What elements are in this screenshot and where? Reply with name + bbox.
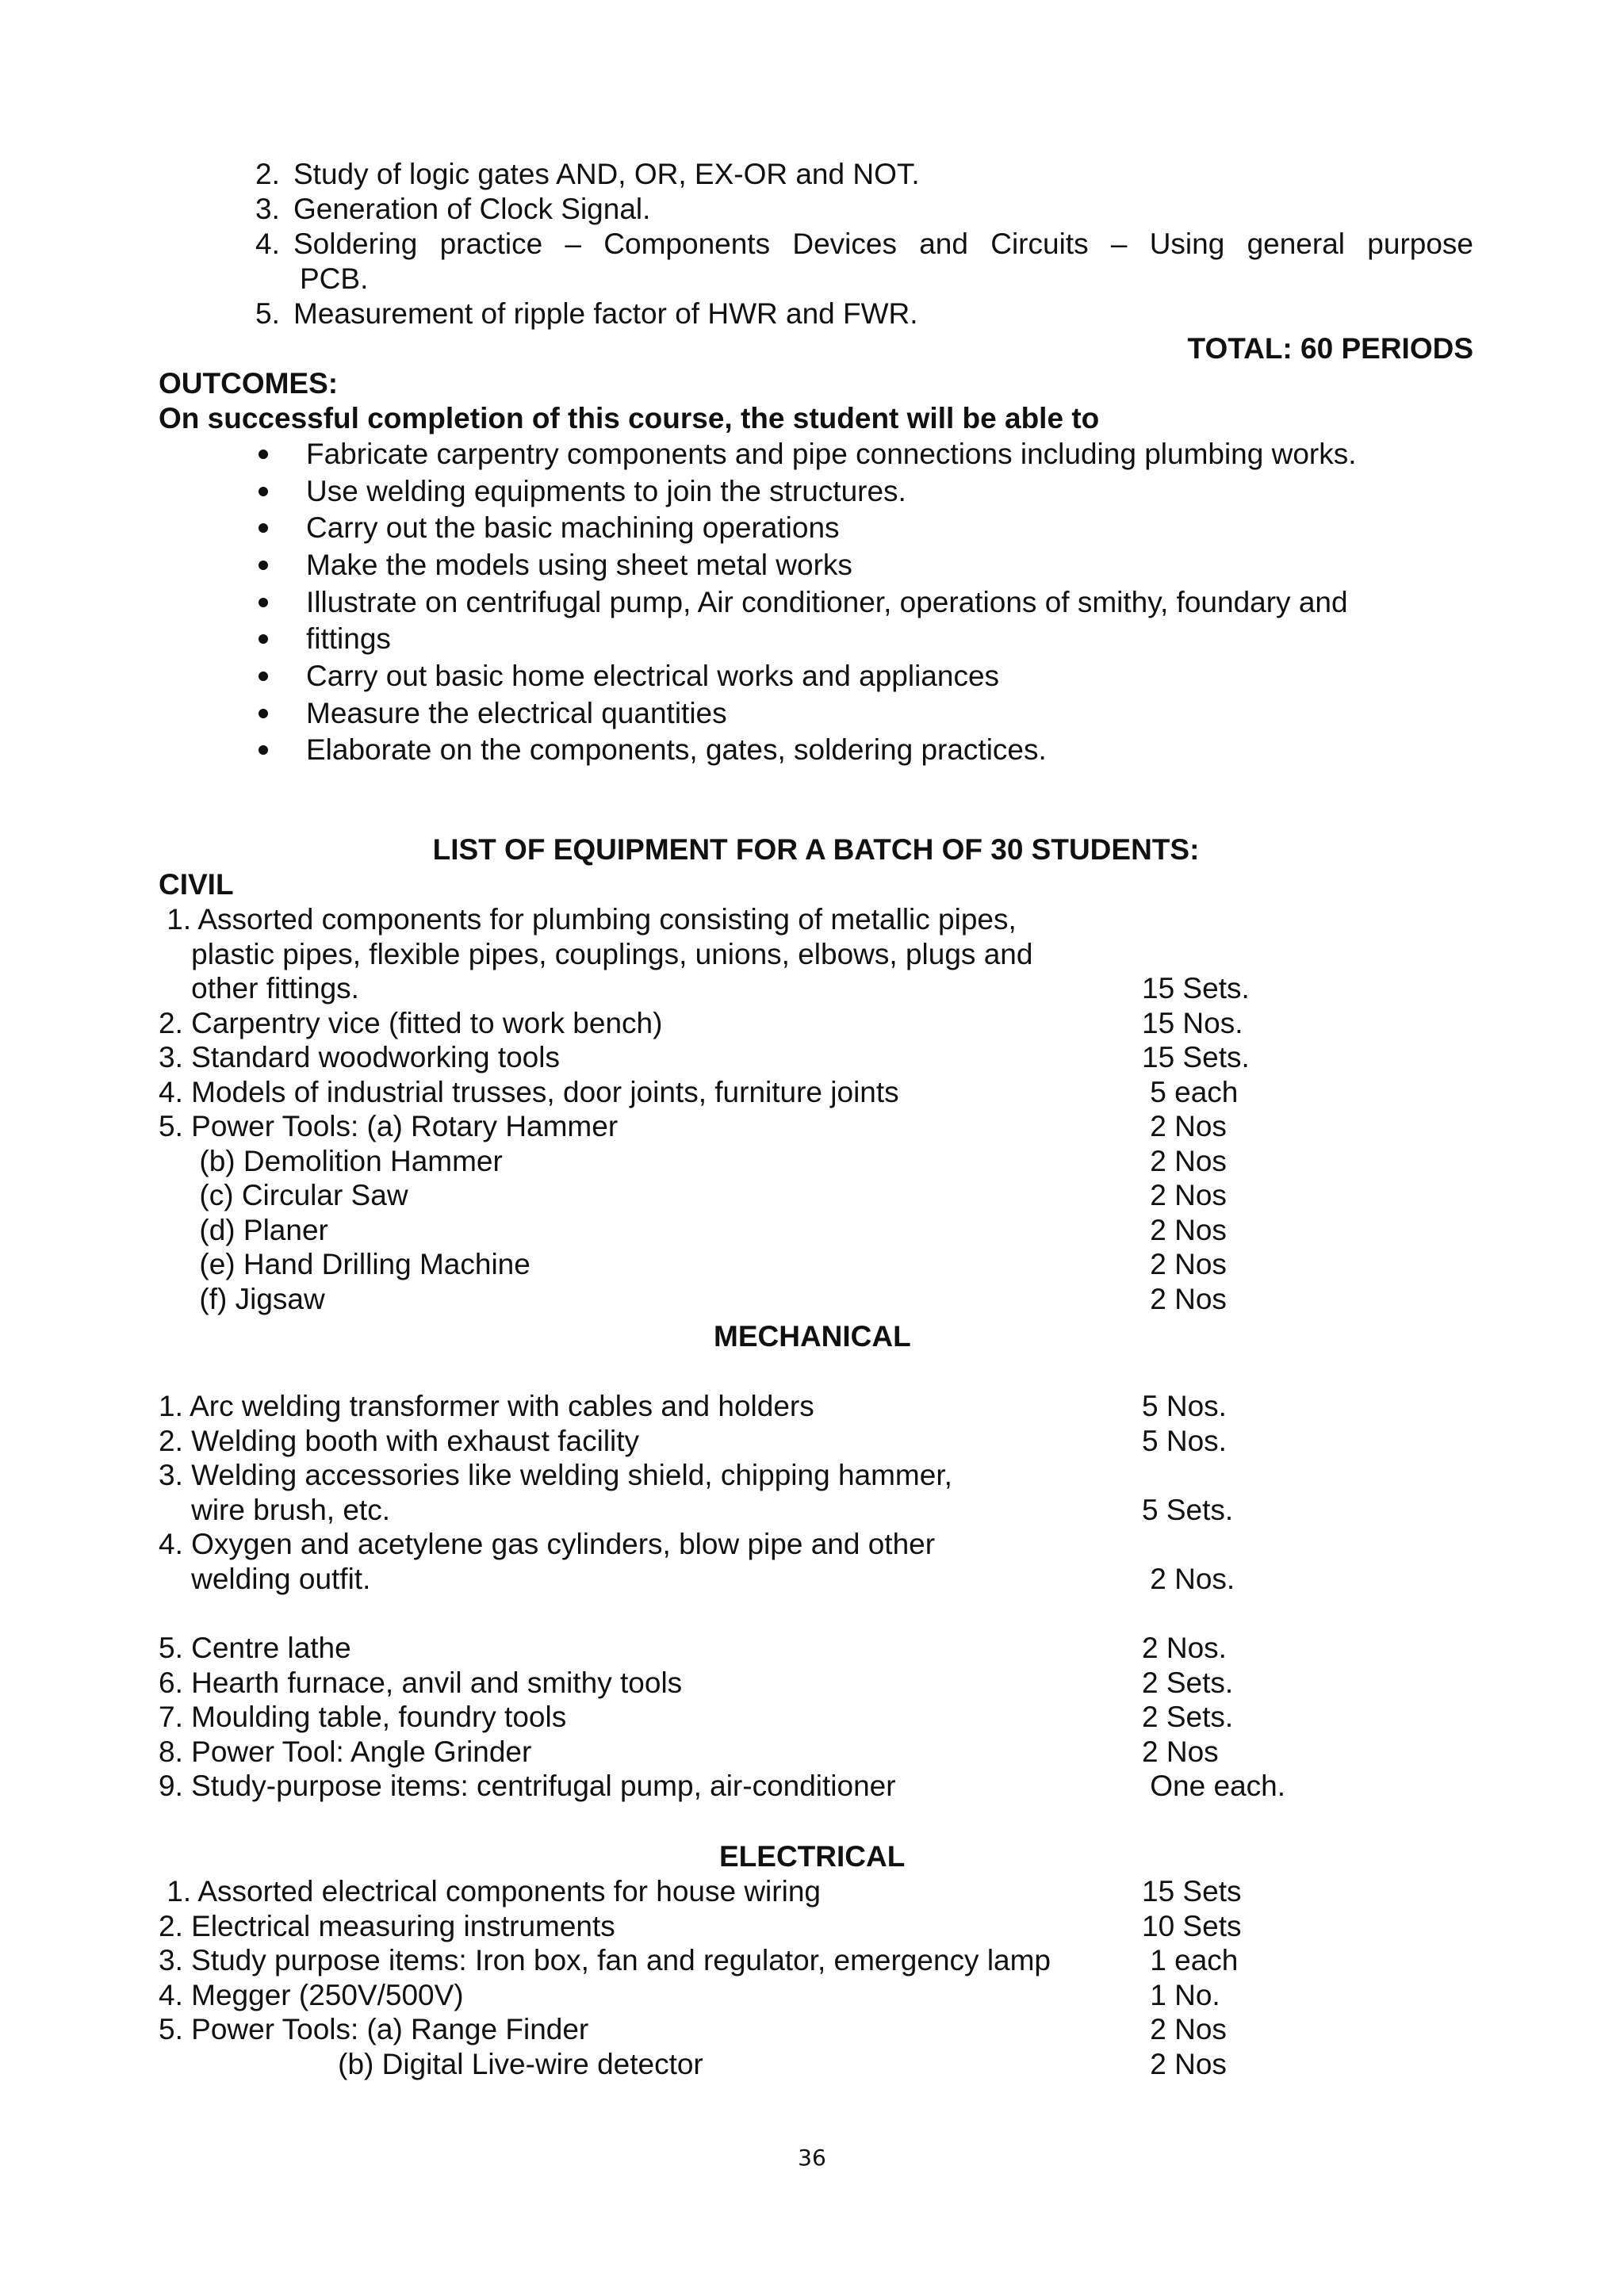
equipment-quantity: 5 Sets. <box>1142 1493 1234 1526</box>
exercise-text: Study of logic gates AND, OR, EX-OR and NOT. <box>293 158 920 190</box>
equipment-item: wire brush, etc. <box>159 1493 390 1526</box>
equipment-item: 1. Arc welding transformer with cables and holders <box>159 1390 814 1422</box>
equipment-item: 9. Study-purpose items: centrifugal pump, air-conditioner <box>159 1770 896 1802</box>
equipment-quantity: 2 Nos <box>1142 2047 1227 2080</box>
equipment-quantity: 2 Nos <box>1142 1179 1227 1211</box>
equipment-quantity: 2 Nos. <box>1142 1562 1235 1595</box>
outcome-item: Carry out the basic machining operations <box>306 511 840 544</box>
equipment-item: 3. Standard woodworking tools <box>159 1041 560 1073</box>
bullet-icon <box>259 598 268 607</box>
equipment-quantity: 2 Nos <box>1142 1282 1227 1315</box>
equipment-quantity: 2 Nos <box>1142 1110 1227 1142</box>
outcome-item: Illustrate on centrifugal pump, Air conditioner, operations of smithy, foundary and <box>306 586 1348 618</box>
equipment-title: LIST OF EQUIPMENT FOR A BATCH OF 30 STUDENTS: <box>432 833 1200 866</box>
bullet-icon <box>259 672 268 681</box>
equipment-item: (f) Jigsaw <box>159 1282 325 1315</box>
exercise-number: 4. <box>255 228 280 260</box>
equipment-quantity: 15 Sets. <box>1142 972 1250 1004</box>
equipment-quantity: 2 Nos <box>1142 2013 1227 2045</box>
equipment-item: 2. Electrical measuring instruments <box>159 1909 615 1942</box>
equipment-item: 5. Power Tools: (a) Rotary Hammer <box>159 1110 619 1142</box>
equipment-quantity: 15 Sets <box>1142 1875 1242 1908</box>
equipment-item: 1. Assorted electrical components for house wiring <box>159 1875 821 1908</box>
equipment-quantity: One each. <box>1142 1770 1286 1802</box>
outcome-item: Measure the electrical quantities <box>306 697 727 729</box>
equipment-item: 2. Welding booth with exhaust facility <box>159 1424 640 1457</box>
equipment-item: plastic pipes, flexible pipes, couplings, unions, elbows, plugs and <box>159 937 1033 970</box>
equipment-quantity: 10 Sets <box>1142 1909 1242 1942</box>
outcome-item: Fabricate carpentry components and pipe connections including plumbing works. <box>306 438 1357 470</box>
equipment-quantity: 5 Nos. <box>1142 1424 1227 1457</box>
equipment-quantity: 5 Nos. <box>1142 1390 1227 1422</box>
equipment-item: other fittings. <box>159 972 359 1004</box>
bullet-icon <box>259 487 268 496</box>
outcomes-heading: OUTCOMES: <box>159 367 339 400</box>
equipment-quantity: 2 Nos <box>1142 1213 1227 1246</box>
equipment-item: 5. Centre lathe <box>159 1632 351 1664</box>
outcomes-intro: On successful completion of this course, the student will be able to <box>159 402 1100 434</box>
equipment-item: (d) Planer <box>159 1213 328 1246</box>
bullet-icon <box>259 709 268 718</box>
equipment-quantity: 2 Nos <box>1142 1144 1227 1177</box>
equipment-item: 6. Hearth furnace, anvil and smithy tools <box>159 1666 683 1699</box>
equipment-item: 5. Power Tools: (a) Range Finder <box>159 2013 589 2045</box>
equipment-quantity: 15 Nos. <box>1142 1006 1243 1039</box>
equipment-item: 4. Models of industrial trusses, door joints, furniture joints <box>159 1075 899 1108</box>
equipment-item: 4. Megger (250V/500V) <box>159 1978 464 2011</box>
total-periods: TOTAL: 60 PERIODS <box>1187 332 1473 365</box>
bullet-icon <box>259 523 268 533</box>
bullet-icon <box>259 634 268 644</box>
exercise-number: 5. <box>255 297 280 330</box>
civil-heading: CIVIL <box>159 868 234 901</box>
outcome-item: Make the models using sheet metal works <box>306 549 852 581</box>
equipment-item: 3. Welding accessories like welding shield, chipping hammer, <box>159 1459 952 1491</box>
equipment-item: 3. Study purpose items: Iron box, fan and regulator, emergency lamp <box>159 1944 1051 1976</box>
outcome-item: Use welding equipments to join the structures. <box>306 475 906 507</box>
equipment-quantity: 1 each <box>1142 1944 1239 1976</box>
outcome-item: Elaborate on the components, gates, soldering practices. <box>306 733 1047 766</box>
outcome-item: fittings <box>306 622 391 655</box>
exercise-text: Measurement of ripple factor of HWR and FWR. <box>293 297 918 330</box>
equipment-item: (b) Demolition Hammer <box>159 1144 503 1177</box>
equipment-item: 2. Carpentry vice (fitted to work bench) <box>159 1006 663 1039</box>
equipment-item: 1. Assorted components for plumbing consisting of metallic pipes, <box>159 903 1017 936</box>
equipment-quantity: 2 Nos <box>1142 1248 1227 1280</box>
page-number: 36 <box>798 2145 826 2171</box>
equipment-quantity: 2 Nos <box>1142 1735 1219 1768</box>
equipment-item: 8. Power Tool: Angle Grinder <box>159 1735 532 1768</box>
bullet-icon <box>259 745 268 755</box>
exercise-text: Generation of Clock Signal. <box>293 193 651 225</box>
equipment-item: (c) Circular Saw <box>159 1179 408 1211</box>
outcome-item: Carry out basic home electrical works and appliances <box>306 660 1000 692</box>
bullet-icon <box>259 561 268 570</box>
exercise-number: 3. <box>255 193 280 225</box>
exercise-text-continued: PCB. <box>300 262 369 295</box>
bullet-icon <box>259 450 268 459</box>
equipment-quantity: 5 each <box>1142 1075 1239 1108</box>
equipment-item: (e) Hand Drilling Machine <box>159 1248 530 1280</box>
equipment-item: (b) Digital Live-wire detector <box>159 2047 703 2080</box>
equipment-quantity: 15 Sets. <box>1142 1041 1250 1073</box>
equipment-quantity: 2 Sets. <box>1142 1701 1234 1733</box>
electrical-heading: ELECTRICAL <box>719 1840 906 1873</box>
equipment-item: welding outfit. <box>159 1562 371 1595</box>
equipment-item: 4. Oxygen and acetylene gas cylinders, blow pipe and other <box>159 1528 936 1560</box>
mechanical-heading: MECHANICAL <box>714 1320 911 1353</box>
equipment-item: 7. Moulding table, foundry tools <box>159 1701 567 1733</box>
exercise-text: Soldering practice – Components Devices and Circuits – Using general purpose <box>293 228 1473 260</box>
equipment-quantity: 1 No. <box>1142 1978 1220 2011</box>
equipment-quantity: 2 Sets. <box>1142 1666 1234 1699</box>
exercise-number: 2. <box>255 158 280 190</box>
equipment-quantity: 2 Nos. <box>1142 1632 1227 1664</box>
